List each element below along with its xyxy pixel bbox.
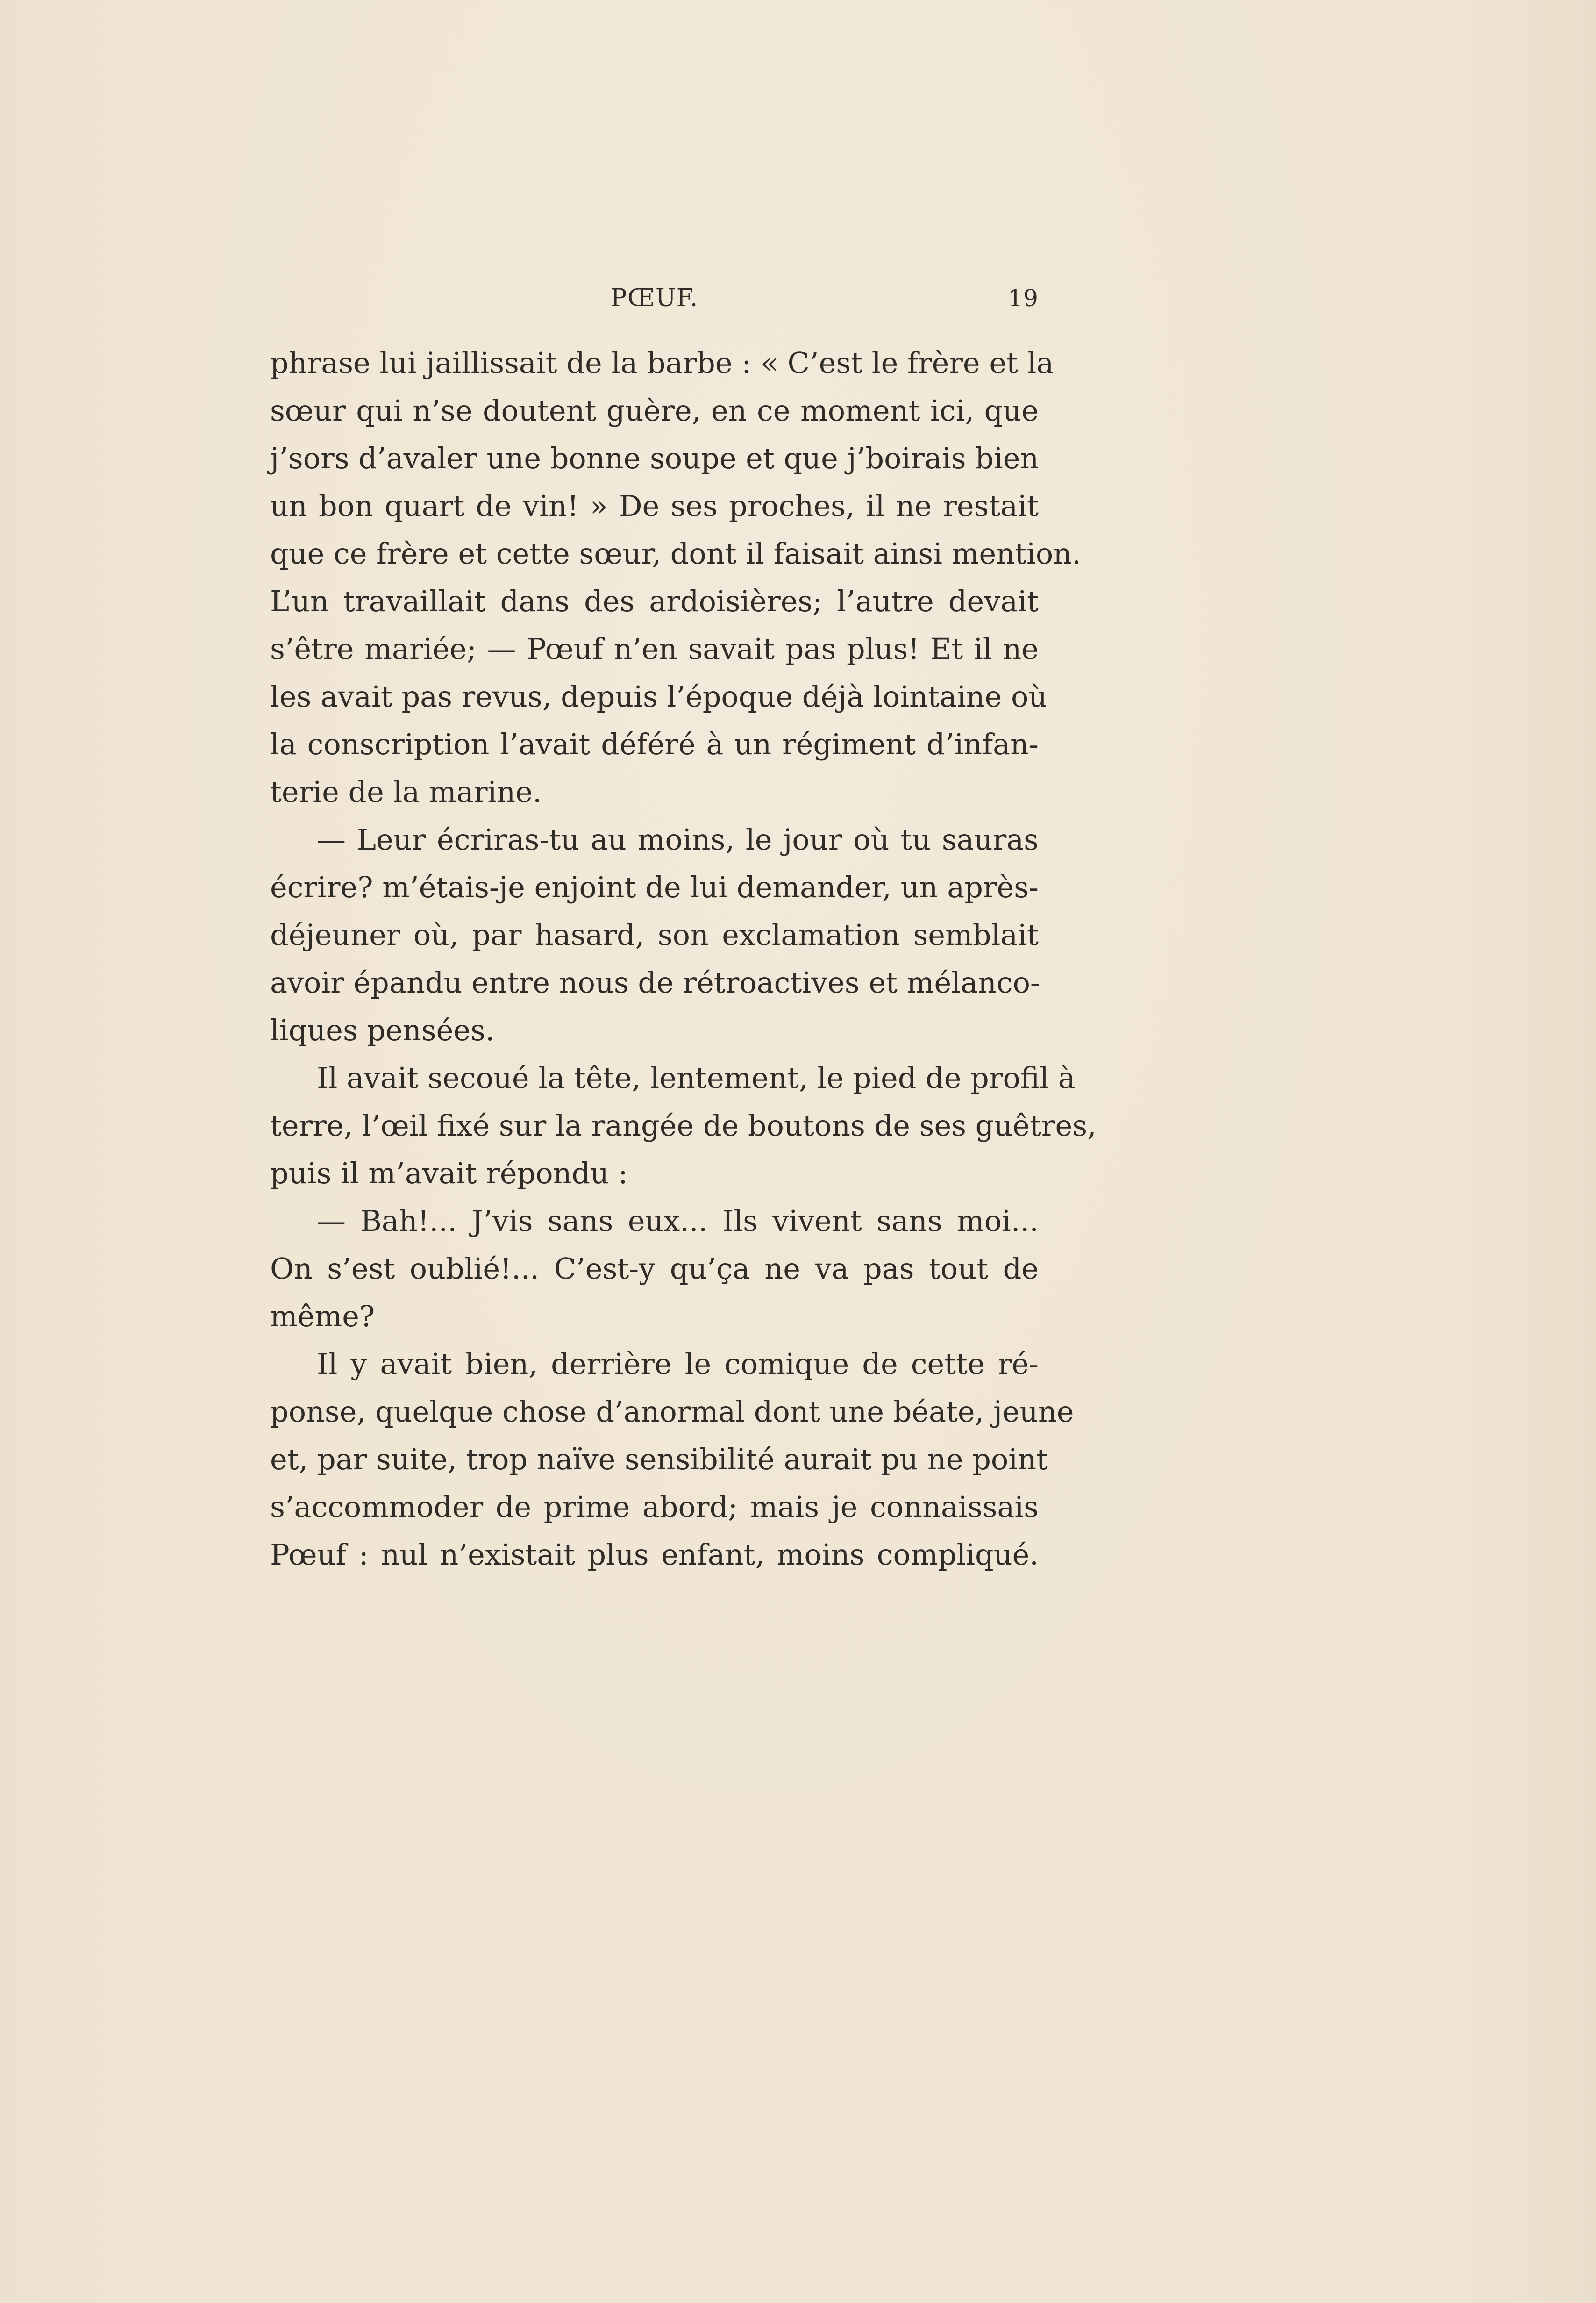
text-line: s’être mariée; — Pœuf n’en savait pas plus! Et il ne — [270, 632, 1039, 666]
text-line: même? — [270, 1299, 375, 1333]
text-line: que ce frère et cette sœur, dont il faisait ainsi mention. — [270, 536, 1081, 571]
text-line: Il avait secoué la tête, lentement, le pied de profil à — [317, 1061, 1076, 1095]
running-head — [270, 282, 1039, 315]
text-line: L’un travaillait dans des ardoisières; l’autre devait — [270, 584, 1039, 618]
text-line: s’accommoder de prime abord; mais je connaissais — [270, 1490, 1039, 1524]
body-text — [270, 339, 1097, 1579]
text-line: liques pensées. — [270, 1013, 495, 1047]
text-line: — Bah!... J’vis sans eux... Ils vivent sans moi... — [317, 1204, 1039, 1238]
text-line: puis il m’avait répondu : — [270, 1156, 628, 1190]
text-line: terie de la marine. — [270, 775, 542, 809]
text-line: phrase lui jaillissait de la barbe : « C’est le frère et la — [270, 346, 1054, 380]
text-line: et, par suite, trop naïve sensibilité aurait pu ne point — [270, 1442, 1048, 1476]
text-line: ponse, quelque chose d’anormal dont une béate, jeune — [270, 1395, 1074, 1429]
text-line: sœur qui n’se doutent guère, en ce moment ici, que — [270, 393, 1039, 428]
text-line: terre, l’œil fixé sur la rangée de boutons de ses guêtres, — [270, 1109, 1097, 1143]
text-line: Pœuf : nul n’existait plus enfant, moins compliqué. — [270, 1538, 1039, 1572]
text-line: — Leur écriras-tu au moins, le jour où tu sauras — [317, 822, 1039, 857]
text-line: avoir épandu entre nous de rétroactives et mélanco- — [270, 966, 1040, 1000]
text-line: Il y avait bien, derrière le comique de cette ré- — [317, 1347, 1039, 1381]
running-title: PŒUF. — [610, 284, 698, 312]
text-line: écrire? m’étais-je enjoint de lui demander, un après- — [270, 870, 1039, 904]
text-line: la conscription l’avait déféré à un régiment d’infan- — [270, 727, 1039, 761]
text-line: un bon quart de vin! » De ses proches, il ne restait — [270, 489, 1039, 523]
text-line: déjeuner où, par hasard, son exclamation semblait — [270, 918, 1039, 952]
text-line: les avait pas revus, depuis l’époque déjà lointaine où — [270, 679, 1047, 714]
page-number: 19 — [1008, 285, 1039, 312]
text-line: On s’est oublié!... C’est-y qu’ça ne va pas tout de — [270, 1252, 1039, 1286]
text-line: j’sors d’avaler une bonne soupe et que j’boirais bien — [270, 441, 1039, 475]
